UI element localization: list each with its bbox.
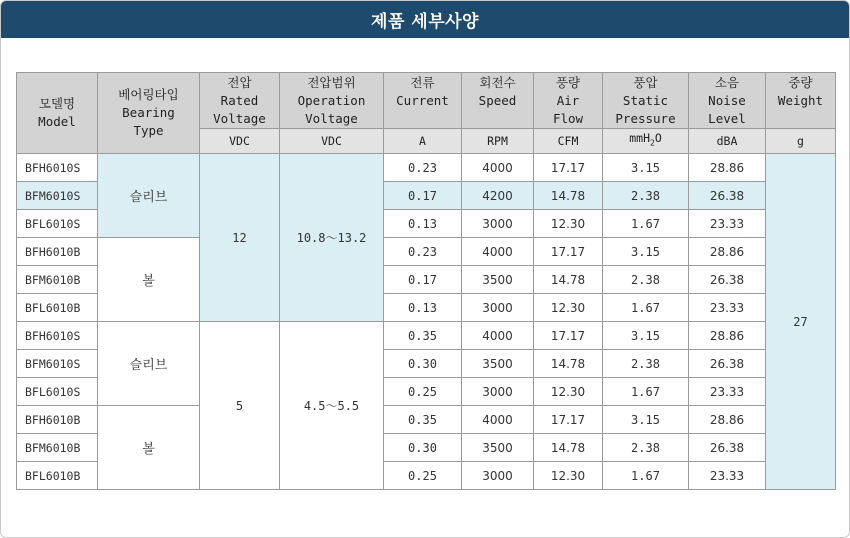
pressure-cell: 3.15 <box>603 406 689 434</box>
unit-current: A <box>384 129 462 154</box>
air-flow-cell: 12.30 <box>534 378 603 406</box>
current-cell: 0.30 <box>384 434 462 462</box>
air-flow-cell: 12.30 <box>534 462 603 490</box>
operation-voltage-cell: 4.5～5.5 <box>280 322 384 490</box>
pressure-cell: 1.67 <box>603 210 689 238</box>
bearing-cell: 슬리브 <box>98 322 200 406</box>
col-bearing: 베어링타입 Bearing Type <box>98 73 200 154</box>
current-cell: 0.17 <box>384 266 462 294</box>
speed-cell: 4000 <box>462 154 534 182</box>
air-flow-cell: 14.78 <box>534 434 603 462</box>
air-flow-cell: 17.17 <box>534 406 603 434</box>
current-cell: 0.30 <box>384 350 462 378</box>
current-cell: 0.25 <box>384 378 462 406</box>
pressure-cell: 3.15 <box>603 154 689 182</box>
model-cell: BFL6010S <box>17 378 98 406</box>
air-flow-cell: 12.30 <box>534 294 603 322</box>
model-cell: BFH6010B <box>17 238 98 266</box>
pressure-cell: 3.15 <box>603 238 689 266</box>
noise-cell: 23.33 <box>689 378 766 406</box>
unit-rated-voltage: VDC <box>200 129 280 154</box>
unit-air-flow: CFM <box>534 129 603 154</box>
noise-cell: 28.86 <box>689 406 766 434</box>
noise-cell: 28.86 <box>689 238 766 266</box>
rated-voltage-cell: 12 <box>200 154 280 322</box>
col-static-pressure: 풍압 Static Pressure <box>603 73 689 129</box>
current-cell: 0.23 <box>384 238 462 266</box>
current-cell: 0.35 <box>384 406 462 434</box>
noise-cell: 26.38 <box>689 434 766 462</box>
air-flow-cell: 14.78 <box>534 182 603 210</box>
model-cell: BFL6010B <box>17 462 98 490</box>
current-cell: 0.25 <box>384 462 462 490</box>
model-cell: BFH6010B <box>17 406 98 434</box>
pressure-cell: 2.38 <box>603 434 689 462</box>
speed-cell: 4000 <box>462 322 534 350</box>
current-cell: 0.23 <box>384 154 462 182</box>
spec-table <box>16 72 836 490</box>
bearing-cell: 슬리브 <box>98 154 200 238</box>
col-air-flow: 풍량 Air Flow <box>534 73 603 129</box>
pressure-cell: 2.38 <box>603 350 689 378</box>
speed-cell: 4200 <box>462 182 534 210</box>
speed-cell: 4000 <box>462 238 534 266</box>
unit-static-pressure: mmH$_2$O <box>603 129 689 154</box>
model-cell: BFH6010S <box>17 154 98 182</box>
col-current: 전류 Current <box>384 73 462 129</box>
pressure-cell: 1.67 <box>603 378 689 406</box>
noise-cell: 26.38 <box>689 182 766 210</box>
current-cell: 0.35 <box>384 322 462 350</box>
col-model: 모델명 Model <box>17 73 98 154</box>
pressure-cell: 1.67 <box>603 462 689 490</box>
unit-weight: g <box>766 129 836 154</box>
pressure-cell: 1.67 <box>603 294 689 322</box>
current-cell: 0.17 <box>384 182 462 210</box>
speed-cell: 3500 <box>462 434 534 462</box>
unit-operation-voltage: VDC <box>280 129 384 154</box>
col-noise-level: 소음 Noise Level <box>689 73 766 129</box>
unit-noise-level: dBA <box>689 129 766 154</box>
speed-cell: 4000 <box>462 406 534 434</box>
bearing-cell: 볼 <box>98 238 200 322</box>
table-row <box>17 406 836 434</box>
speed-cell: 3000 <box>462 210 534 238</box>
model-cell: BFM6010S <box>17 350 98 378</box>
air-flow-cell: 14.78 <box>534 350 603 378</box>
pressure-cell: 2.38 <box>603 266 689 294</box>
air-flow-cell: 17.17 <box>534 238 603 266</box>
speed-cell: 3000 <box>462 462 534 490</box>
noise-cell: 28.86 <box>689 154 766 182</box>
col-speed: 회전수 Speed <box>462 73 534 129</box>
model-cell: BFL6010S <box>17 210 98 238</box>
model-cell: BFM6010S <box>17 182 98 210</box>
current-cell: 0.13 <box>384 210 462 238</box>
panel-title: 제품 세부사양 <box>1 1 849 38</box>
speed-cell: 3000 <box>462 378 534 406</box>
table-row <box>17 322 836 350</box>
col-operation-voltage: 전압범위 Operation Voltage <box>280 73 384 129</box>
noise-cell: 23.33 <box>689 294 766 322</box>
noise-cell: 28.86 <box>689 322 766 350</box>
rated-voltage-cell: 5 <box>200 322 280 490</box>
current-cell: 0.13 <box>384 294 462 322</box>
model-cell: BFM6010B <box>17 434 98 462</box>
col-weight: 중량 Weight <box>766 73 836 129</box>
noise-cell: 23.33 <box>689 210 766 238</box>
speed-cell: 3500 <box>462 266 534 294</box>
model-cell: BFM6010B <box>17 266 98 294</box>
unit-speed: RPM <box>462 129 534 154</box>
pressure-cell: 2.38 <box>603 182 689 210</box>
col-rated-voltage: 전압 Rated Voltage <box>200 73 280 129</box>
weight-cell: 27 <box>766 154 836 490</box>
pressure-cell: 3.15 <box>603 322 689 350</box>
air-flow-cell: 17.17 <box>534 154 603 182</box>
table-row <box>17 154 836 182</box>
speed-cell: 3500 <box>462 350 534 378</box>
air-flow-cell: 17.17 <box>534 322 603 350</box>
model-cell: BFH6010S <box>17 322 98 350</box>
speed-cell: 3000 <box>462 294 534 322</box>
model-cell: BFL6010B <box>17 294 98 322</box>
operation-voltage-cell: 10.8～13.2 <box>280 154 384 322</box>
bearing-cell: 볼 <box>98 406 200 490</box>
air-flow-cell: 12.30 <box>534 210 603 238</box>
noise-cell: 23.33 <box>689 462 766 490</box>
air-flow-cell: 14.78 <box>534 266 603 294</box>
noise-cell: 26.38 <box>689 266 766 294</box>
noise-cell: 26.38 <box>689 350 766 378</box>
table-row <box>17 238 836 266</box>
